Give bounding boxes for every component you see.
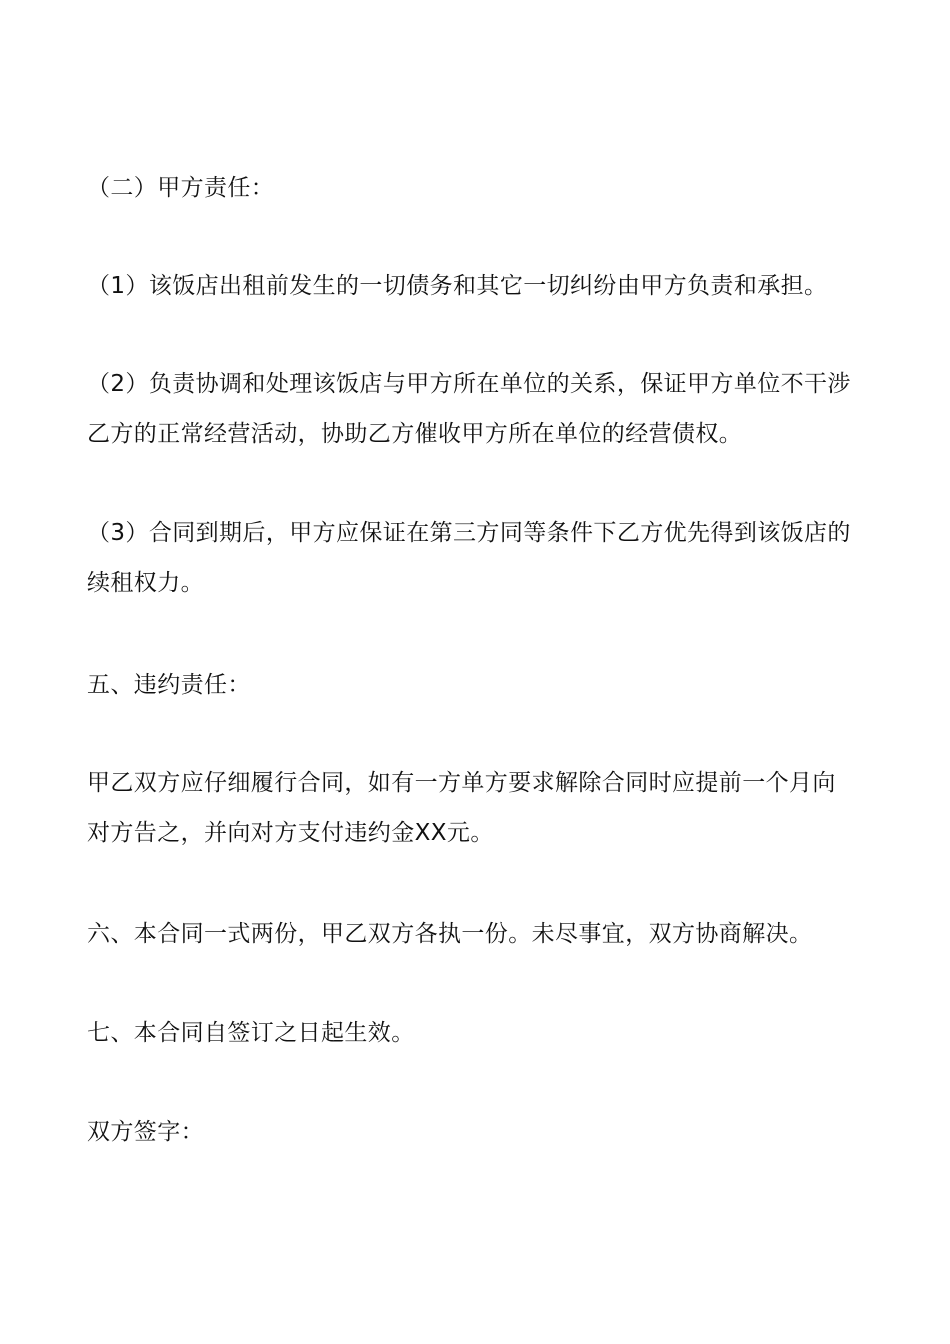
paragraph-line: 乙方的正常经营活动，协助乙方催收甲方所在单位的经营债权。 xyxy=(87,421,743,447)
clause-1-paragraph xyxy=(87,261,869,311)
paragraph-line: 对方告之，并向对方支付违约金XX元。 xyxy=(87,820,494,846)
paragraph-line: （1）该饭店出租前发生的一切债务和其它一切纠纷由甲方负责和承担。 xyxy=(87,273,828,299)
breach-paragraph xyxy=(87,758,869,858)
paragraph-line: （二）甲方责任： xyxy=(87,175,275,201)
paragraph-line: 双方签字： xyxy=(87,1119,204,1145)
copies-paragraph xyxy=(87,909,869,959)
paragraph-line: 五、违约责任： xyxy=(87,672,251,698)
section-heading-party-a-duties xyxy=(87,163,869,213)
section-heading-breach xyxy=(87,660,869,710)
effective-date-paragraph xyxy=(87,1008,869,1058)
clause-3-paragraph xyxy=(87,508,869,608)
paragraph-line: 六、本合同一式两份，甲乙双方各执一份。未尽事宜，双方协商解决。 xyxy=(87,921,813,947)
paragraph-line: 七、本合同自签订之日起生效。 xyxy=(87,1020,415,1046)
paragraph-line: （2）负责协调和处理该饭店与甲方所在单位的关系，保证甲方单位不干涉 xyxy=(87,371,851,397)
paragraph-line: 甲乙双方应仔细履行合同，如有一方单方要求解除合同时应提前一个月向 xyxy=(87,770,836,796)
paragraph-line: 续租权力。 xyxy=(87,570,204,596)
paragraph-line: （3）合同到期后，甲方应保证在第三方同等条件下乙方优先得到该饭店的 xyxy=(87,520,851,546)
signature-heading xyxy=(87,1107,869,1157)
clause-2-paragraph xyxy=(87,359,869,459)
